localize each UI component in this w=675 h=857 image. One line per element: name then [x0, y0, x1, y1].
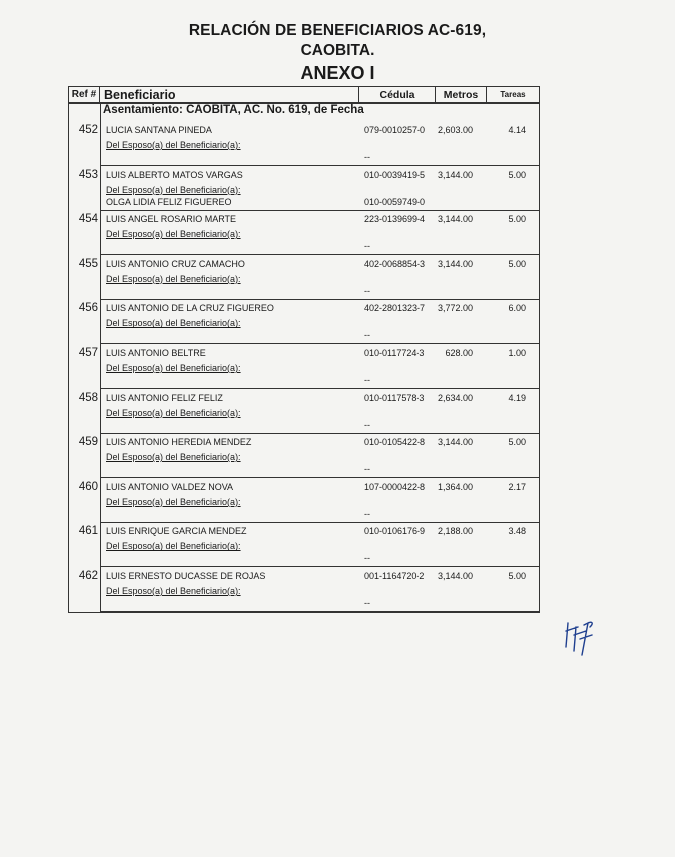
- spouse-cedula: --: [364, 419, 370, 430]
- tareas-value: 5.00: [508, 437, 526, 448]
- spouse-cedula: --: [364, 375, 370, 385]
- table-row: [68, 345, 540, 389]
- beneficiary-name: LUIS ANTONIO BELTRE: [106, 348, 206, 358]
- row-ref: 462: [78, 570, 98, 582]
- beneficiary-cedula: 010-0039419-5: [364, 169, 426, 180]
- row-ref: 453: [78, 168, 98, 181]
- spouse-cedula: --: [364, 508, 370, 519]
- signature-mark: [562, 617, 598, 657]
- row-ref: 460: [78, 480, 98, 493]
- spouse-cedula: --: [364, 553, 370, 564]
- header-beneficiario: Beneficiario: [99, 86, 359, 104]
- beneficiary-cedula: 223-0139699-4: [364, 214, 426, 225]
- row-ref: 458: [78, 391, 98, 404]
- row-ref: 459: [78, 436, 98, 449]
- tareas-value: 5.00: [508, 169, 526, 180]
- beneficiary-name: LUIS ANTONIO VALDEZ NOVA: [106, 481, 234, 492]
- beneficiary-cedula: 402-2801323-7: [364, 303, 426, 314]
- beneficiary-name: LUIS ENRIQUE GARCIA MENDEZ: [106, 526, 247, 537]
- beneficiary-cedula: 010-0105422-8: [364, 437, 426, 448]
- metros-value: 1,364.00: [437, 481, 473, 492]
- tareas-value: 3.48: [508, 526, 526, 537]
- metros-value: 2,603.00: [437, 125, 473, 135]
- spouse-label: Del Esposo(a) del Beneficiario(a):: [106, 586, 241, 596]
- tareas-value: 4.14: [508, 125, 526, 135]
- beneficiary-cedula: 001-1164720-2: [364, 571, 425, 581]
- document-title: RELACIÓN DE BENEFICIARIOS AC-619,: [188, 22, 487, 39]
- table-row: [68, 479, 540, 523]
- spouse-label: Del Esposo(a) del Beneficiario(a):: [106, 452, 241, 463]
- spouse-label: Del Esposo(a) del Beneficiario(a):: [106, 363, 241, 373]
- metros-value: 3,772.00: [437, 303, 473, 314]
- metros-value: 3,144.00: [437, 214, 473, 225]
- metros-value: 628.00: [445, 348, 473, 358]
- table-row: [68, 390, 540, 434]
- header-cedula: Cédula: [358, 86, 436, 104]
- table-row: [68, 122, 540, 166]
- header-tareas: Tareas: [486, 86, 540, 104]
- beneficiary-cedula: 107-0000422-8: [364, 481, 426, 492]
- spouse-label: Del Esposo(a) del Beneficiario(a):: [106, 273, 241, 284]
- beneficiary-name: LUIS ANTONIO DE LA CRUZ FIGUEREO: [106, 303, 274, 314]
- metros-value: 2,634.00: [437, 392, 473, 403]
- tareas-value: 5.00: [508, 571, 526, 581]
- row-ref: 461: [78, 525, 98, 538]
- document-subtitle: CAOBITA.: [300, 42, 375, 59]
- spouse-label: Del Esposo(a) del Beneficiario(a):: [106, 140, 241, 150]
- spouse-cedula: --: [364, 598, 370, 608]
- beneficiary-cedula: 010-0117724-3: [364, 348, 425, 358]
- table-row: [68, 300, 540, 344]
- spouse-label: Del Esposo(a) del Beneficiario(a):: [106, 496, 241, 507]
- tareas-value: 4.19: [508, 392, 526, 403]
- row-ref: 454: [78, 213, 98, 226]
- annex-heading: ANEXO I: [300, 63, 375, 83]
- row-ref: 456: [78, 302, 98, 315]
- table-row: [68, 523, 540, 567]
- metros-value: 3,144.00: [437, 258, 473, 269]
- beneficiary-name: LUIS ALBERTO MATOS VARGAS: [106, 169, 243, 180]
- tareas-value: 1.00: [508, 348, 526, 358]
- beneficiary-name: LUIS ANGEL ROSARIO MARTE: [106, 214, 237, 225]
- row-ref: 457: [78, 347, 98, 359]
- spouse-cedula: --: [364, 464, 370, 475]
- table-row: [68, 434, 540, 478]
- tareas-value: 6.00: [508, 303, 526, 314]
- spouse-cedula: --: [364, 241, 370, 252]
- tareas-value: 5.00: [508, 258, 526, 269]
- header-metros: Metros: [435, 86, 487, 104]
- spouse-label: Del Esposo(a) del Beneficiario(a):: [106, 407, 241, 418]
- spouse-cedula: --: [364, 330, 370, 341]
- spouse-label: Del Esposo(a) del Beneficiario(a):: [106, 229, 241, 240]
- row-ref: 452: [78, 124, 98, 136]
- settlement-line: Asentamiento: CAOBITA, AC. No. 619, de Fecha: [103, 104, 364, 116]
- row-ref: 455: [78, 257, 98, 270]
- beneficiary-name: LUIS ANTONIO CRUZ CAMACHO: [106, 258, 245, 269]
- metros-value: 3,144.00: [437, 437, 473, 448]
- spouse-cedula: 010-0059749-0: [364, 196, 426, 207]
- metros-value: 3,144.00: [437, 169, 473, 180]
- beneficiary-cedula: 010-0106176-9: [364, 526, 426, 537]
- beneficiary-name: LUCIA SANTANA PINEDA: [106, 125, 212, 135]
- table-row: [68, 167, 540, 211]
- beneficiary-cedula: 402-0068854-3: [364, 258, 426, 269]
- header-ref: Ref #: [68, 86, 100, 104]
- spouse-label: Del Esposo(a) del Beneficiario(a):: [106, 541, 241, 552]
- tareas-value: 2.17: [508, 481, 526, 492]
- beneficiary-name: LUIS ERNESTO DUCASSE DE ROJAS: [106, 571, 266, 581]
- beneficiary-name: LUIS ANTONIO HEREDIA MENDEZ: [106, 437, 252, 448]
- spouse-cedula: --: [364, 152, 370, 162]
- spouse-label: Del Esposo(a) del Beneficiario(a):: [106, 318, 241, 329]
- row-separator: [100, 611, 540, 612]
- table-row: [68, 568, 540, 612]
- beneficiary-cedula: 010-0117578-3: [364, 392, 425, 403]
- spouse-cedula: --: [364, 285, 370, 296]
- table-row: [68, 211, 540, 255]
- metros-value: 2,188.00: [437, 526, 473, 537]
- tareas-value: 5.00: [508, 214, 526, 225]
- beneficiary-cedula: 079-0010257-0: [364, 125, 426, 135]
- beneficiary-name: LUIS ANTONIO FELIZ FELIZ: [106, 392, 223, 403]
- metros-value: 3,144.00: [437, 571, 473, 581]
- spouse-name: OLGA LIDIA FELIZ FIGUEREO: [106, 196, 232, 207]
- table-row: [68, 256, 540, 300]
- spouse-label: Del Esposo(a) del Beneficiario(a):: [106, 184, 241, 195]
